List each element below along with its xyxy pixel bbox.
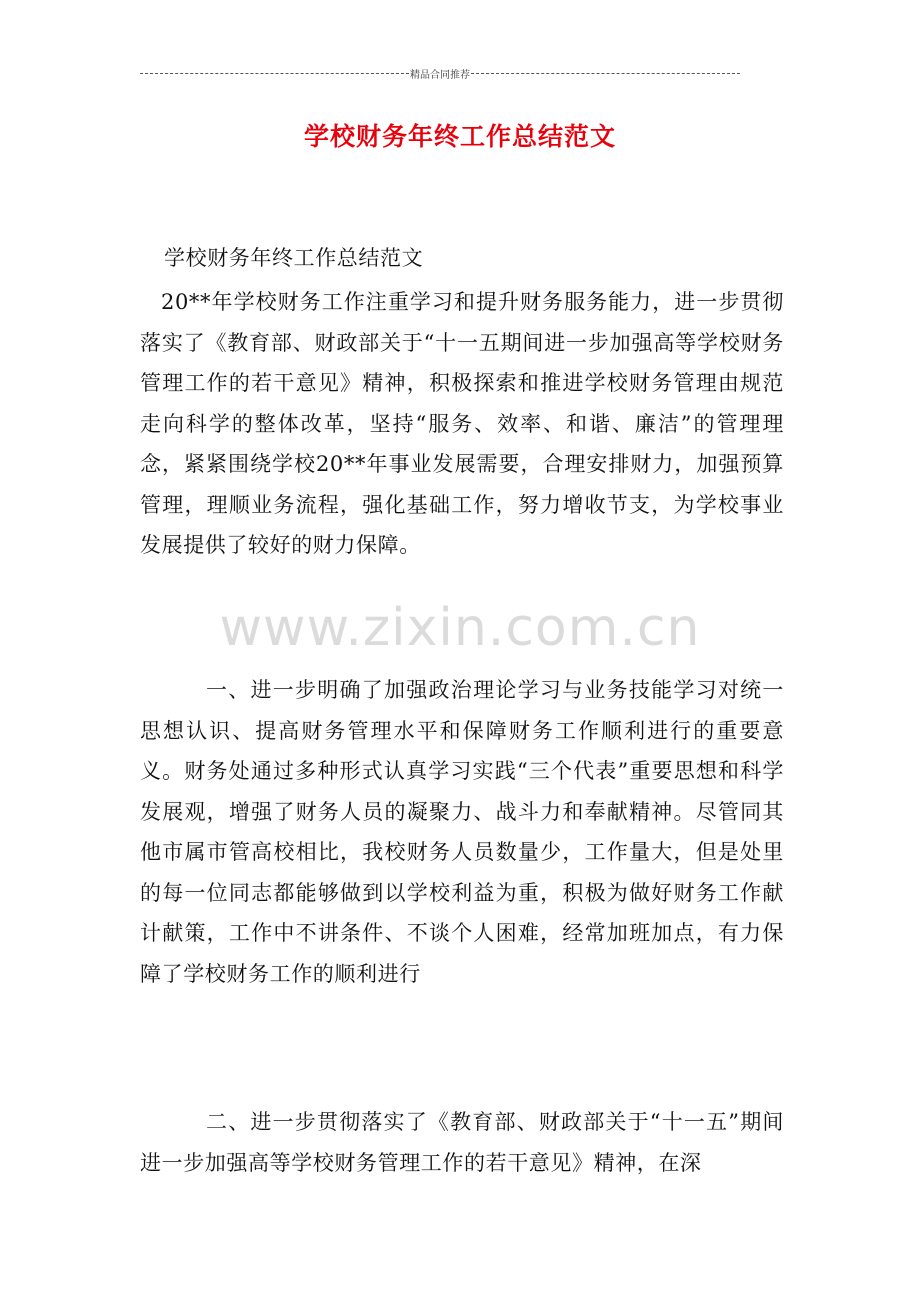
header-rule-right-dashes bbox=[471, 73, 740, 74]
body-paragraph-2: 一、进一步明确了加强政治理论学习与业务技能学习对统一思想认识、提高财务管理水平和保障财务工作顺利进行的重要意义。财务处通过多种形式认真学习实践“三个代表”重要思想和科学发展观，增强了财务人员的凝聚力、战斗力和奉献精神。尽管同其他市属市管高校相比，我校财务人员数量少，工作量大，但是处里的每一位同志都能够做到以学校利益为重，积极为做好财务工作献计献策，工作中不讲条件、不谈个人困难，经常加班加点，有力保障了学校财务工作的顺利进行 bbox=[140, 678, 784, 986]
body-paragraph-3: 二、进一步贯彻落实了《教育部、财政部关于“十一五”期间进一步加强高等学校财务管理工作的若干意见》精神，在深 bbox=[140, 1110, 784, 1175]
header-label: 精品合同推荐 bbox=[410, 69, 470, 81]
body-paragraph-1: 20**年学校财务工作注重学习和提升财务服务能力，进一步贯彻落实了《教育部、财政部关于“十一五期间进一步加强高等学校财务管理工作的若干意见》精神，积极探索和推进学校财务管理由规范走向科学的整体改革，坚持“服务、效率、和谐、廉洁”的管理理念，紧紧围绕学校20**年事业发展需要，合理安排财力，加强预算管理，理顺业务流程，强化基础工作，努力增收节支，为学校事业发展提供了较好的财力保障。 bbox=[140, 290, 784, 557]
header-rule-left-dashes bbox=[140, 73, 409, 74]
document-title: 学校财务年终工作总结范文 bbox=[303, 122, 616, 151]
document-subtitle: 学校财务年终工作总结范文 bbox=[164, 246, 424, 270]
watermark: www.zixin.com.cn bbox=[219, 598, 701, 658]
header-rule bbox=[140, 66, 740, 80]
